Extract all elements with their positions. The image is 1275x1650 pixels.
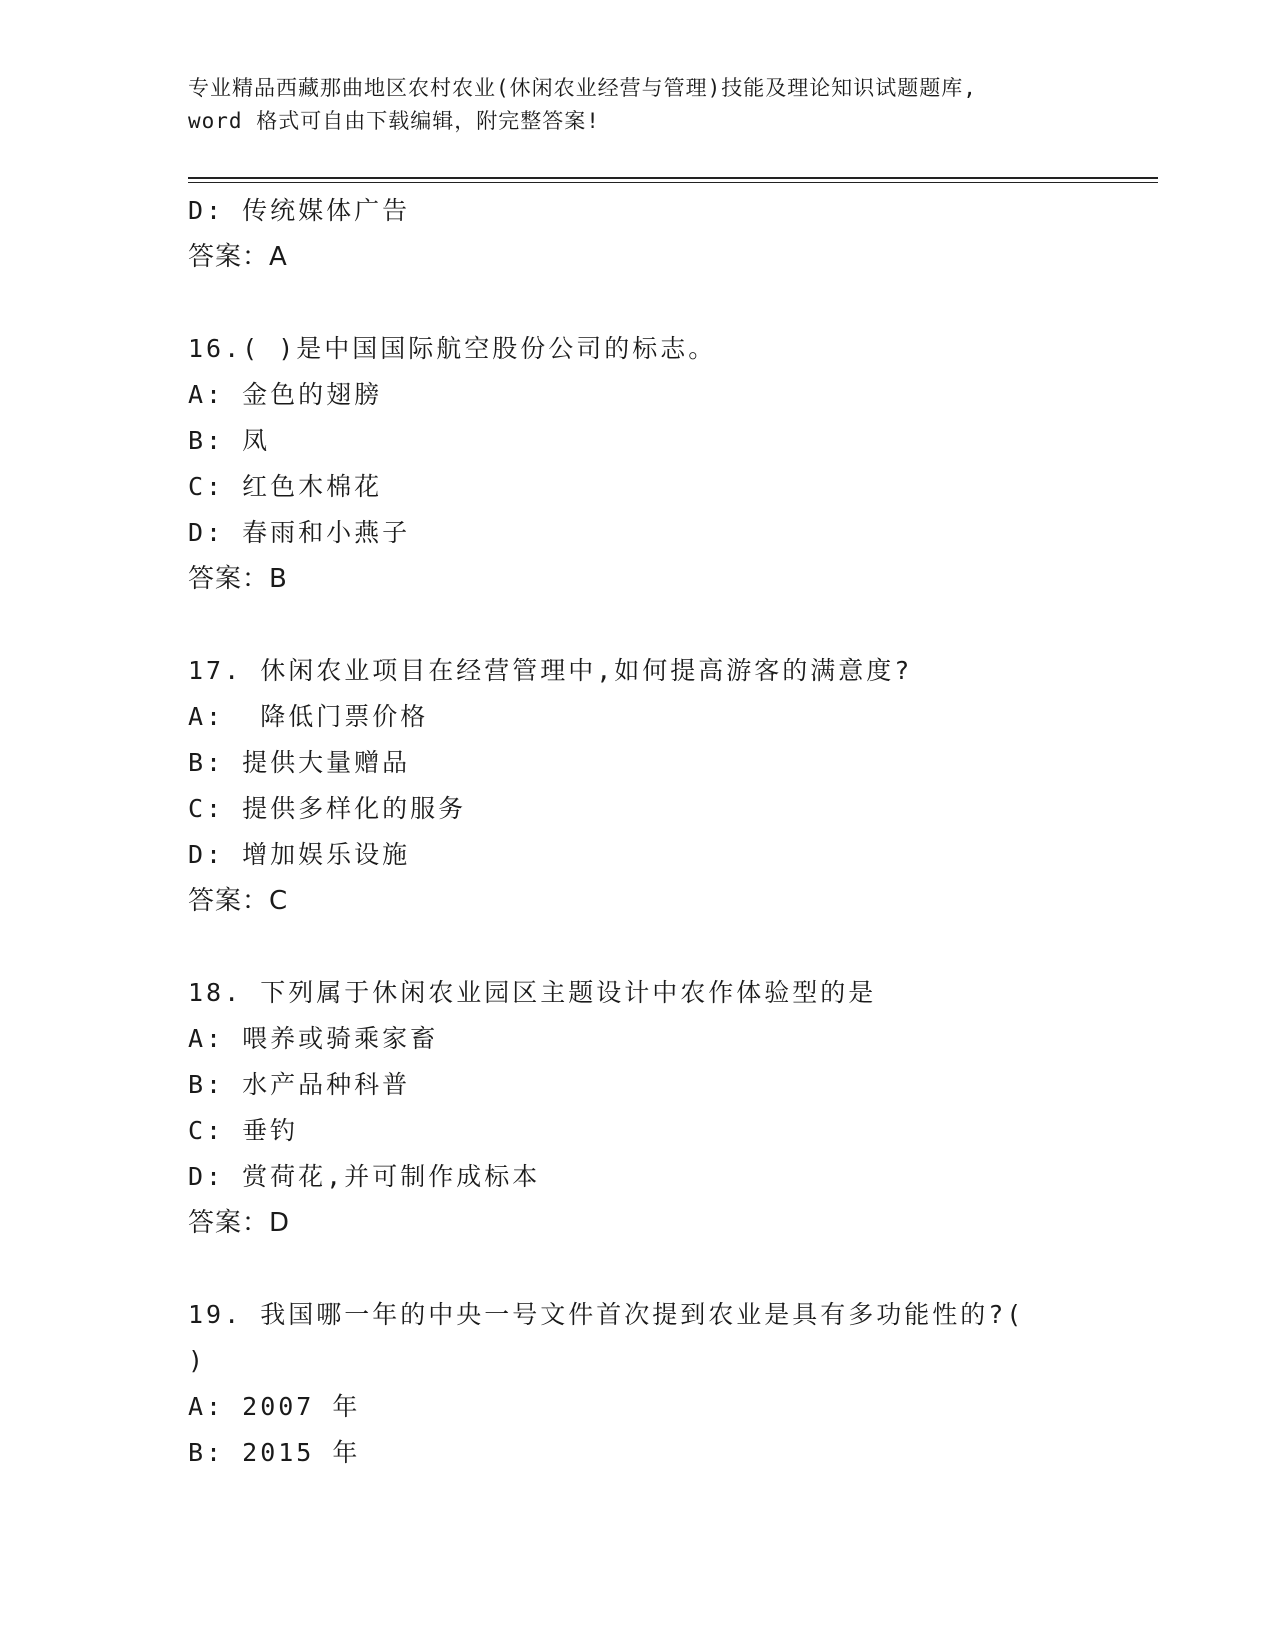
question-text-continuation: ) bbox=[188, 1346, 207, 1375]
answer-line: 答案：D bbox=[188, 1208, 291, 1238]
option-c: C: 垂钓 bbox=[188, 1116, 299, 1145]
option-d: D: 春雨和小燕子 bbox=[188, 518, 411, 547]
spacer bbox=[188, 1246, 1158, 1292]
header-title-line-2: word 格式可自由下载编辑，附完整答案! bbox=[188, 109, 600, 133]
spacer bbox=[188, 924, 1158, 970]
option-b: B: 凤 bbox=[188, 426, 271, 455]
option-a: A: 2007 年 bbox=[188, 1392, 361, 1421]
option-b: B: 提供大量赠品 bbox=[188, 748, 411, 777]
question-17 bbox=[188, 648, 1158, 924]
option-d: D: 增加娱乐设施 bbox=[188, 840, 411, 869]
option-b: B: 水产品种科普 bbox=[188, 1070, 411, 1099]
spacer bbox=[188, 280, 1158, 326]
option-d: D: 赏荷花,并可制作成标本 bbox=[188, 1162, 541, 1191]
question-18 bbox=[188, 970, 1158, 1246]
question-text: 19. 我国哪一年的中央一号文件首次提到农业是具有多功能性的?( bbox=[188, 1300, 1025, 1329]
option-d: D: 传统媒体广告 bbox=[188, 196, 411, 225]
answer-line: 答案：C bbox=[188, 886, 289, 916]
previous-question-tail bbox=[188, 188, 1158, 280]
option-a: A: 降低门票价格 bbox=[188, 702, 429, 731]
answer-line: 答案：A bbox=[188, 242, 288, 272]
question-19 bbox=[188, 1292, 1158, 1476]
header-divider bbox=[188, 177, 1158, 183]
option-a: A: 金色的翅膀 bbox=[188, 380, 383, 409]
question-text: 16.( )是中国国际航空股份公司的标志。 bbox=[188, 334, 717, 363]
question-16 bbox=[188, 326, 1158, 602]
option-c: C: 提供多样化的服务 bbox=[188, 794, 467, 823]
option-c: C: 红色木棉花 bbox=[188, 472, 383, 501]
spacer bbox=[188, 602, 1158, 648]
option-a: A: 喂养或骑乘家畜 bbox=[188, 1024, 439, 1053]
document-header bbox=[188, 72, 1088, 138]
answer-line: 答案：B bbox=[188, 564, 288, 594]
header-title-line-1: 专业精品西藏那曲地区农村农业(休闲农业经营与管理)技能及理论知识试题题库, bbox=[188, 76, 977, 100]
question-text: 18. 下列属于休闲农业园区主题设计中农作体验型的是 bbox=[188, 978, 877, 1007]
question-list bbox=[188, 188, 1158, 1476]
option-b: B: 2015 年 bbox=[188, 1438, 361, 1467]
question-text: 17. 休闲农业项目在经营管理中,如何提高游客的满意度? bbox=[188, 656, 913, 685]
